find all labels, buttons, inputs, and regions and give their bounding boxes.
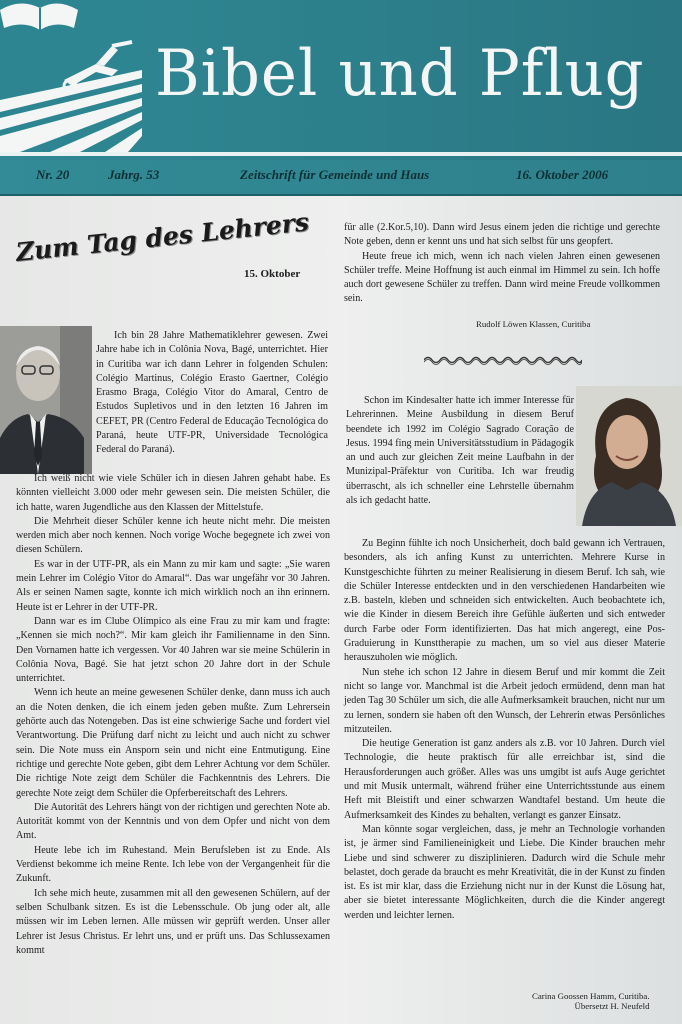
paragraph: Zu Beginn fühlte ich noch Unsicherheit, doch bald gewann ich Vertrauen, besonders, als ich anfing Kunst zu unterrichten. Mehrere Kurse in Kunstgeschichte führten zu meiner Realisierung in diesem Beruf. Ich sah, wie die Schüler Interesse entdeckten und in den verschiedenen Handarbeiten wie z.B. basteln, kleben und schneiden sich entwickelten. Auch beobachtete ich, wie die Kinder in diesem Bereich ihre Gefühle äußerten und sich entweder durch Farbe oder Form identifizierten. Das hat mich angeregt, eine Pos-Graduierung in Kunsttherapie zu machen, um so viel aus dieser Materie herauszuholen wie möglich. <box>344 538 665 664</box>
paragraph: Heute lebe ich im Ruhestand. Mein Berufsleben ist zu Ende. Als Verdienst bekomme ich meine Rente. Ich lebe von der Vergangenheit für die Zukunft. <box>16 844 330 885</box>
elderly-man-portrait-photo <box>0 326 92 474</box>
issue-date: 16. Oktober 2006 <box>516 167 609 182</box>
paragraph: Wenn ich heute an meine gewesenen Schüler denke, dann muss ich auch an die Noten denken, die ich einem jeden geben mußte. Zum Lehrersein gehörte auch das Notengeben. Das ist eine schwierige Sache und fordert viel Verantwortung. Die Prüfung darf nicht zu leicht und auch nicht zu schwer sein. Die Note muss ein Ansporn sein und nicht eine Entmutigung. Eine richtige und gerechte Note geben, gibt dem Lehrer Achtung vor dem Schüler. Die richtige Note zeigt dem Schüler die Fachkenntnis des Lehrers. Die gerechte Note zeigt dem Schüler die Opferbereitschaft des Lehrers. <box>16 687 330 799</box>
author-signature: Rudolf Löwen Klassen, Curitiba <box>476 319 591 329</box>
paragraph: Nun stehe ich schon 12 Jahre in diesem Beruf und mir kommt die Zeit nicht so lange vor. Manchmal ist die Arbeit jedoch ermüdend, denn man hat jeden Tag 30 Schüler um sich, die alle Aufmerksamkeit brauchen, nicht nur um zu lernen, sondern sie haben oft den Wunsch, der Lehrerin etwas Persönliches mitzuteilen. <box>344 666 665 735</box>
masthead-subtitle: Zeitschrift für Gemeinde und Haus <box>240 167 430 182</box>
masthead-title: Bibel und Pflug <box>155 37 645 111</box>
article-column-left <box>16 472 330 958</box>
paragraph: Die Mehrheit dieser Schüler kenne ich heute nicht mehr. Die meisten werden mich aber noch kennen. Noch vorige Woche begegnete ich zwei von diesen Schülern. <box>16 515 330 556</box>
article-column-right <box>344 537 665 923</box>
paragraph: Man könnte sogar vergleichen, dass, je mehr an Technologie vorhanden ist, je ärmer sind Familieneinigkeit und Liebe. Die Kinder brauchen mehr Liebe und sind schwerer zu disziplinieren. Dadurch wird die Schule mehr belastet, doch gerade da braucht es mehr Kreativität, die in der Kunst zu finden ist. Es ist mir klar, dass die Erziehung nicht nur in der Kunst die Lösung hat, aber sie bietet interessante Möglichkeiten, durch die die Kinder angeregt werden und leichter lernen. <box>344 823 665 921</box>
issue-volume: Jahrg. 53 <box>108 167 160 182</box>
paragraph: Schon im Kindesalter hatte ich immer Interesse für Lehrerinnen. Meine Ausbildung in diesem Beruf beendete ich 1992 im Colégio Sagrado Coração de Jesus. 1994 fing mein Universitätsstudium in Pädagogik an und auch zur gleichen Zeit meine Laufbahn in der Munizipal-Präfektur von Curitiba. Ich war freudig überrascht, als ich schneller eine Lehrstelle übernahm als ich gedacht hatte. <box>346 395 574 507</box>
issue-number: Nr. 20 <box>36 167 70 182</box>
masthead <box>0 0 682 182</box>
wave-divider-icon <box>424 355 582 365</box>
article-column-right-top <box>344 221 660 307</box>
author-signature <box>532 991 650 1011</box>
masthead-info-bar <box>0 160 682 196</box>
article-title: Zum Tag des Lehrers <box>14 207 311 267</box>
paragraph: Die heutige Generation ist ganz anders als z.B. vor 10 Jahren. Durch viel Technologie, die heute praktisch für alle erreichbar ist, sind die Herausforderungen auch größer. Alles was uns umgibt ist aufs Auge gerichtet und mit Musik untermalt, während früher eine Unterrichtsstunde aus einem Heft mit Bleistift und einer schwarzen Wandtafel bestand. Um heute die Aufmerksamkeit des Kindes zu behalten, verlangt es ganzer Einsatz. <box>344 738 665 821</box>
bible-and-plough-logo-icon <box>0 0 142 152</box>
paragraph: Ich sehe mich heute, zusammen mit all den gewesenen Schülern, auf der selben Schulbank sitzen. Es ist die Lebensschule. Ob jung oder alt, alle müssen wir im Leben lernen. Alle müssen wir geprüft werden. Unser aller Lehrer ist Jesus Christus. Er lehrt uns, und er prüft uns. Das Schlussexamen kommt <box>16 887 330 956</box>
paragraph: Es war in der UTF-PR, als ein Mann zu mir kam und sagte: „Sie waren mein Lehrer im Colégio Vitor do Amaral“. Das war ungefähr vor 30 Jahren. Als er seinen Namen sagte, konnte ich mich wirklich noch an ihn erinnern. Heute ist er Lehrer in der UTF-PR. <box>16 558 330 613</box>
translator-credit: Übersetzt H. Neufeld <box>574 1001 650 1011</box>
article-date: 15. Oktober <box>244 268 301 280</box>
paragraph: für alle (2.Kor.5,10). Dann wird Jesus einem jeden die richtige und gerechte Note geben, denn er kennt uns und hat sich selbst für uns geopfert. <box>344 222 660 248</box>
article-column-right-intro <box>346 394 574 508</box>
paragraph: Die Autorität des Lehrers hängt von der richtigen und gerechten Note ab. Autorität kommt von der Kenntnis und von dem Opfer und nicht von dem Amt. <box>16 801 330 842</box>
paragraph: Ich bin 28 Jahre Mathematiklehrer gewesen. Zwei Jahre habe ich in Colônia Nova, Bagé, unterrichtet. Hier in Curitiba war ich dann Lehrer in folgenden Schulen: Colégio Martinus, Colégio Erasto Gaertner, Colégio Erasmo Braga, Colégio Vitor do Amaral, Centro de Estudos Supletivos und in den letzten 16 Jahren im CEFET, PR (Centro Federal de Educação Tecnológica do Paraná, heute UTF-PR, Universidade Tecnológica Federal do Paraná). <box>96 330 328 456</box>
paragraph: Dann war es im Clube Olímpico als eine Frau zu mir kam und fragte: „Kennen sie mich noch?“. Mir kam gleich ihr Familienname in den Sinn. Den Vornamen hatte ich vergessen. Vor 40 Jahren war sie meine Schülerin in Colônia Nova, Bagé. Sie hat jetzt schon 20 Jahre dort in der Schule unterrichtet. <box>16 615 330 685</box>
author-name: Carina Goossen Hamm, Curitiba. <box>532 991 650 1001</box>
paragraph: Ich weiß nicht wie viele Schüler ich in diesen Jahren gehabt habe. Es könnten vielleicht 3.000 oder mehr gewesen sein. Die meisten Schüler, die ich hatte, waren Jugendliche aus den Klassen der Mittelstufe. <box>16 473 330 513</box>
paragraph: Heute freue ich mich, wenn ich nach vielen Jahren einen gewesenen Schüler treffe. Meine Hoffnung ist auch einmal im Himmel zu sein. Ich hoffe auch dort gewesene Schüler zu treffen. Dann wird meine Freude vollkommen sein. <box>344 250 660 305</box>
article-column-intro <box>96 329 328 458</box>
woman-portrait-photo <box>576 386 682 526</box>
masthead-divider <box>0 152 682 156</box>
